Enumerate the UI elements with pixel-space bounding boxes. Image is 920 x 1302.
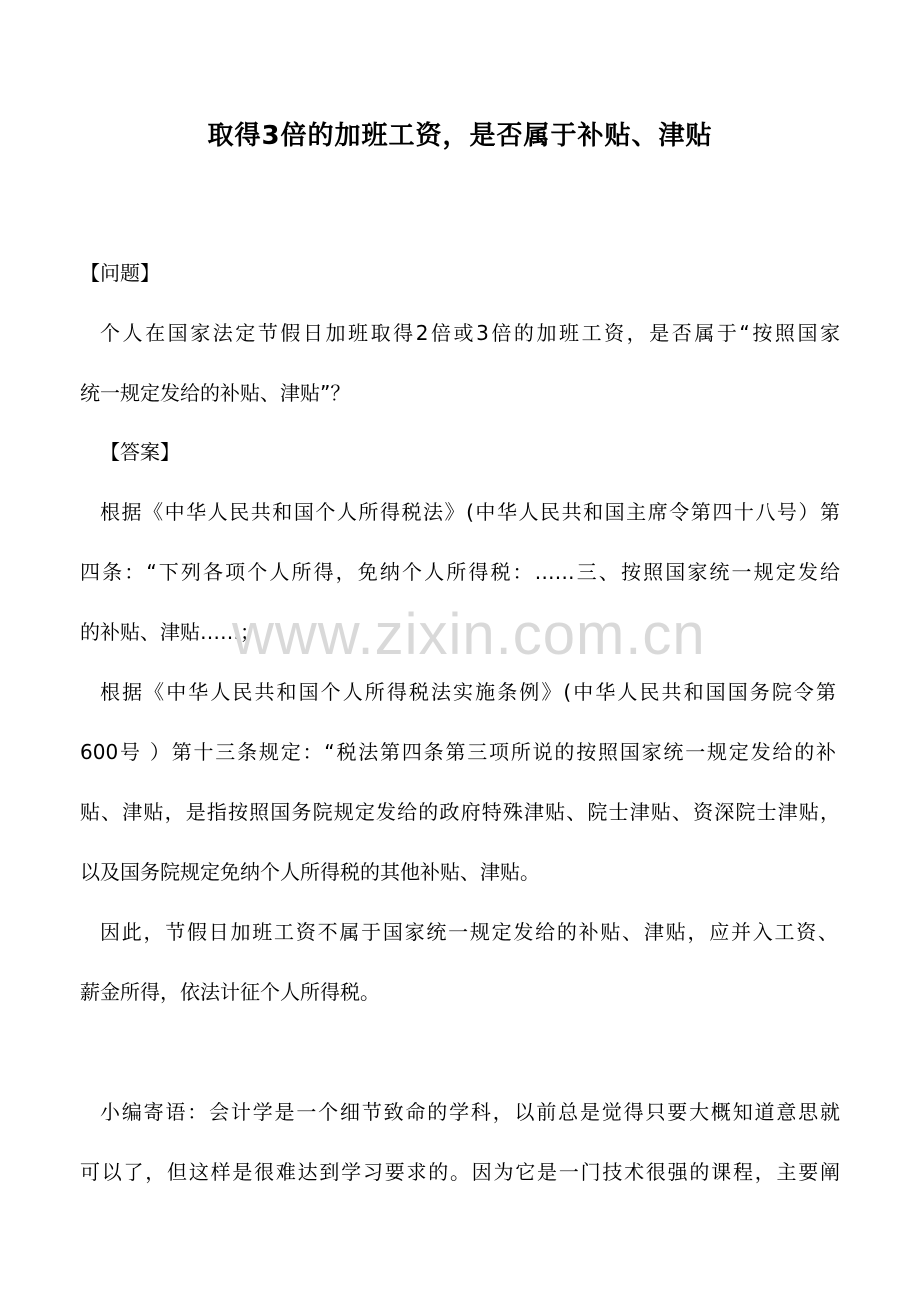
question-line-1: 个人在国家法定节假日加班取得2倍或3倍的加班工资，是否属于“按照国家: [100, 321, 840, 345]
answer-line-1: 根据《中华人民共和国个人所得税法》(中华人民共和国主席令第四十八号）第: [100, 500, 840, 524]
answer-line-3: 的补贴、津贴……；: [80, 620, 260, 644]
answer-line-6: 贴、津贴，是指按照国务院规定发给的政府特殊津贴、院士津贴、资深院士津贴，: [80, 800, 840, 824]
answer-line-2: 四条：“下列各项个人所得，免纳个人所得税：……三、按照国家统一规定发给: [80, 560, 840, 584]
document-title: 取得3倍的加班工资，是否属于补贴、津贴: [207, 121, 713, 151]
editor-note-line-2: 可以了，但这样是很难达到学习要求的。因为它是一门技术很强的课程，主要阐: [80, 1160, 840, 1184]
answer-line-5: 600号 ）第十三条规定：“税法第四条第三项所说的按照国家统一规定发给的补: [80, 740, 836, 764]
editor-note-line-1: 小编寄语：会计学是一个细节致命的学科，以前总是觉得只要大概知道意思就: [100, 1100, 840, 1124]
answer-line-4: 根据《中华人民共和国个人所得税法实施条例》(中华人民共和国国务院令第: [100, 680, 836, 704]
answer-line-7: 以及国务院规定免纳个人所得税的其他补贴、津贴。: [80, 860, 540, 884]
watermark: www.zixin.com.cn: [232, 602, 706, 667]
conclusion-line-2: 薪金所得，依法计征个人所得税。: [80, 980, 380, 1004]
section-heading-question: 【问题】: [80, 261, 160, 285]
conclusion-line-1: 因此，节假日加班工资不属于国家统一规定发给的补贴、津贴，应并入工资、: [100, 920, 838, 944]
question-line-2: 统一规定发给的补贴、津贴”？: [80, 381, 351, 405]
section-heading-answer: 【答案】: [100, 440, 180, 464]
